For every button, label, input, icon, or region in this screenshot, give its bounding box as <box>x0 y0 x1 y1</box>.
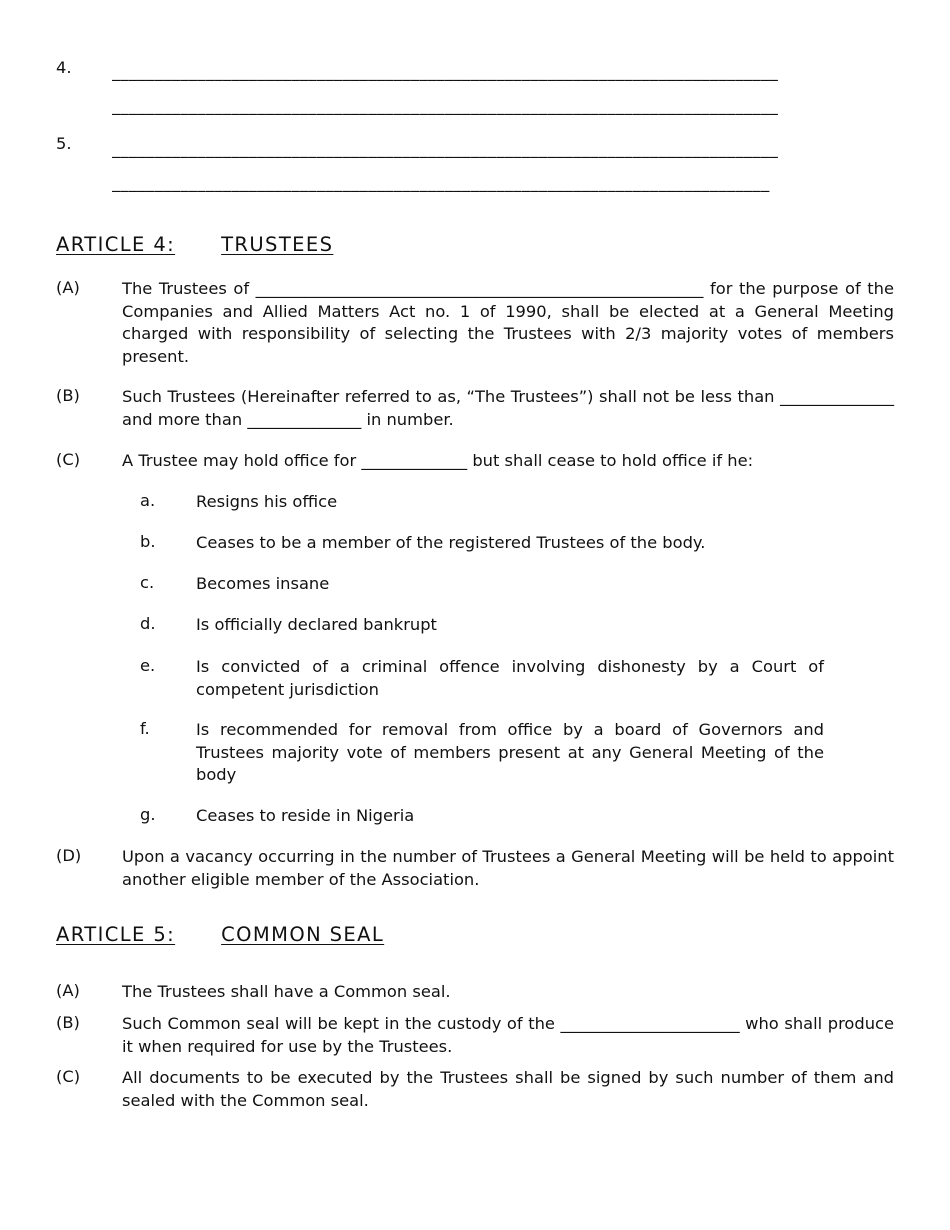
sub-item-text: Is officially declared bankrupt <box>196 615 437 634</box>
clause-text: Such Trustees (Hereinafter referred to as, “The Trustees”) shall not be less than ______________ and more than ______________ in number. <box>122 387 894 429</box>
sub-item-label: f. <box>140 719 150 738</box>
blank-line: ______________________________________________________________________________ <box>112 62 779 81</box>
article-5-number: ARTICLE 5: <box>56 923 176 946</box>
clause-label: (B) <box>56 1013 80 1032</box>
clause-label: (D) <box>56 846 82 865</box>
list-number-5: 5. <box>56 134 72 153</box>
sub-item-label: d. <box>140 614 156 633</box>
sub-item-text: Becomes insane <box>196 574 330 593</box>
clause-label: (A) <box>56 278 80 297</box>
clause-text: The Trustees shall have a Common seal. <box>122 982 451 1001</box>
sub-item-label: a. <box>140 491 156 510</box>
blank-line: ______________________________________________________________________________ <box>112 139 779 158</box>
blank-line: ______________________________________________________________________________ <box>112 96 779 115</box>
article-5-heading <box>56 923 384 946</box>
clause-text: A Trustee may hold office for _____________ but shall cease to hold office if he: <box>122 451 754 470</box>
sub-item-text: Resigns his office <box>196 492 338 511</box>
sub-item-label: e. <box>140 656 156 675</box>
clause-label: (C) <box>56 450 81 469</box>
sub-item-label: g. <box>140 805 156 824</box>
article-4-number: ARTICLE 4: <box>56 233 176 256</box>
sub-item-text: Is convicted of a criminal offence involving dishonesty by a Court of competent jurisdiction <box>196 657 824 699</box>
sub-item-label: c. <box>140 573 155 592</box>
sub-item-label: b. <box>140 532 156 551</box>
clause-label: (A) <box>56 981 80 1000</box>
clause-label: (C) <box>56 1067 81 1086</box>
blank-line: _____________________________________________________________________________ <box>112 173 770 192</box>
clause-label: (B) <box>56 386 80 405</box>
article-4-heading <box>56 233 333 256</box>
article-4-title: TRUSTEES <box>221 233 334 256</box>
sub-item-text: Ceases to be a member of the registered Trustees of the body. <box>196 533 706 552</box>
clause-text: Upon a vacancy occurring in the number of Trustees a General Meeting will be held to appoint another eligible member of the Association. <box>122 847 894 889</box>
clause-text: Such Common seal will be kept in the custody of the ______________________ who shall produce it when required for use by the Trustees. <box>122 1014 894 1056</box>
clause-text: All documents to be executed by the Trustees shall be signed by such number of them and sealed with the Common seal. <box>122 1068 894 1110</box>
article-5-title: COMMON SEAL <box>221 923 385 946</box>
sub-item-text: Is recommended for removal from office by a board of Governors and Trustees majority vote of members present at any General Meeting of the body <box>196 720 824 784</box>
list-number-4: 4. <box>56 58 72 77</box>
sub-item-text: Ceases to reside in Nigeria <box>196 806 415 825</box>
clause-text: The Trustees of _______________________________________________________ for the purpose of the Companies and Allied Matters Act no. 1 of 1990, shall be elected at a General Meeting charged with responsibility of selecting the Trustees with 2/3 majority votes of members present. <box>122 279 894 366</box>
